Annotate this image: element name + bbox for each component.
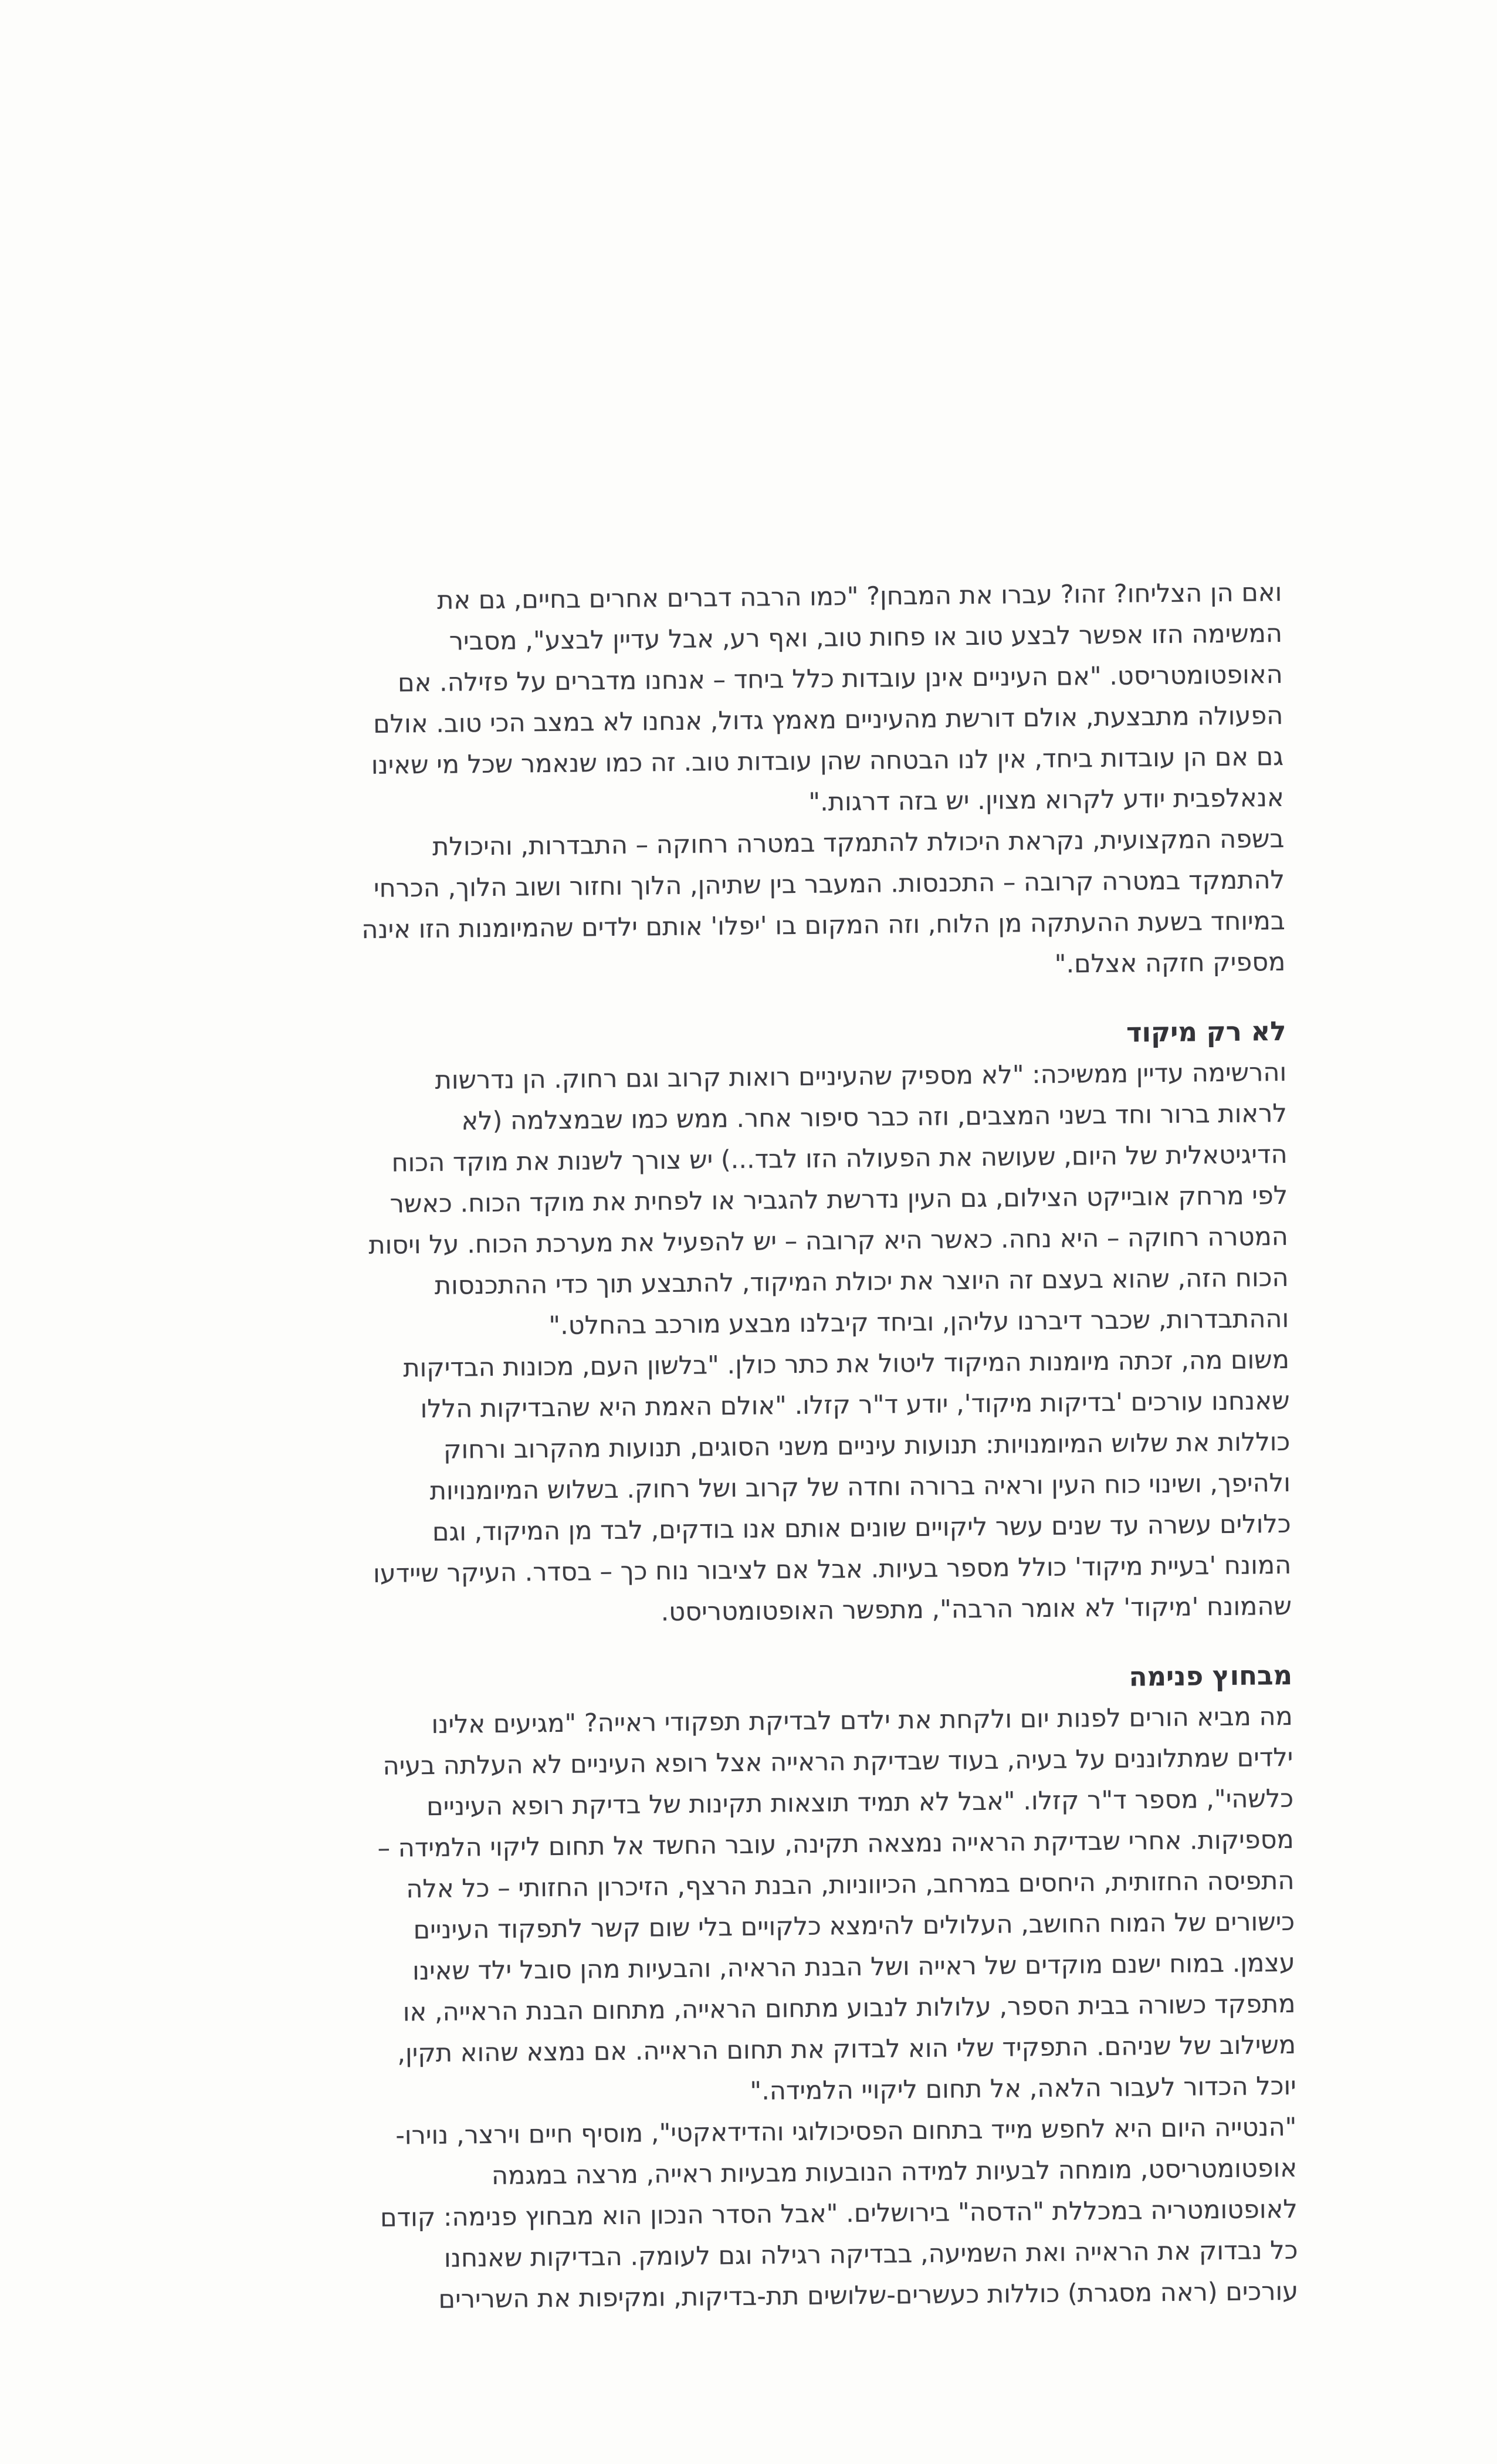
text-line: כישורים של המוח החושב, העלולים להימצא כלקויים בלי שום קשר לתפקוד העיניים xyxy=(413,1907,1295,1945)
paragraph-2 xyxy=(287,818,1286,992)
paragraph-3 xyxy=(289,1052,1289,1349)
text-line: כלולים עשרה עד שנים עשר ליקויים שונים אותם אנו בודקים, לבד מן המיקוד, וגם xyxy=(432,1509,1291,1547)
paragraph-6 xyxy=(299,2107,1298,2321)
text-line: עצמן. במוח ישנם מוקדים של ראייה ושל הבנת הראיה, והבעיות מהן סובל ילד שאינו xyxy=(412,1948,1295,1986)
text-line: משילוב של שניהם. התפקיד שלי הוא לבדוק את תחום הראייה. אם נמצא שהוא תקין, xyxy=(397,2030,1296,2069)
text-line: הפעולה מתבצעת, אולם דורשת מהעיניים מאמץ גדול, אנחנו לא במצב הכי טוב. אולם xyxy=(372,700,1283,739)
text-line: לאופטומטריה במכללת "הדסה" בירושלים. "אבל הסדר הנכון הוא מבחוץ פנימה: קודם xyxy=(380,2194,1298,2233)
text-line: גם אם הן עובדות ביחד, אין לנו הבטחה שהן עובדות טוב. זה כמו שנאמר שכל מי שאינו xyxy=(371,742,1284,780)
text-line: שהמונח 'מיקוד' לא אומר הרבה", מתפשר האופטומטריסט. xyxy=(661,1591,1292,1627)
text-line: שאנחנו עורכים 'בדיקות מיקוד', יודע ד"ר קזלו. "אולם האמת היא שהבדיקות הללו xyxy=(420,1386,1290,1424)
text-line: "הנטייה היום היא לחפש מייד בתחום הפסיכולוגי והדידאקטי", מוסיף חיים וירצר, נוירו- xyxy=(395,2112,1297,2151)
text-line: עורכים (ראה מסגרת) כוללות כעשרים-שלושים תת-בדיקות, ומקיפות את השרירים xyxy=(438,2276,1299,2314)
text-line: הדיגיטאלית של היום, שעושה את הפעולה הזו לבד...) יש צורך לשנות את מוקד הכוח xyxy=(391,1139,1288,1178)
text-line: האופטומטריסט. "אם העיניים אינן עובדות כלל ביחד – אנחנו מדברים על פזילה. אם xyxy=(397,659,1283,698)
text-line: במיוחד בשעת ההעתקה מן הלוח, וזה המקום בו 'יפלו' אותם ילדים שהמיומנות הזו אינה xyxy=(361,906,1285,945)
text-line: כל נבדוק את הראייה ואת השמיעה, בבדיקה רגילה וגם לעומק. הבדיקות שאנחנו xyxy=(443,2235,1298,2273)
section-heading-outside-in: מבחוץ פנימה xyxy=(1129,1659,1293,1693)
text-line: בשפה המקצועית, נקראת היכולת להתמקד במטרה רחוקה – התבדרות, והיכולת xyxy=(432,824,1285,862)
text-line: המונח 'בעיית מיקוד' כולל מספר בעיות. אבל אם לציבור נוח כך – בסדר. העיקר שיידעו xyxy=(372,1550,1292,1589)
paragraph-4 xyxy=(292,1339,1292,1636)
text-line: מספיק חזקה אצלם." xyxy=(1054,947,1286,979)
text-line: התפיסה החזותית, היחסים במרחב, הכיווניות, הבנת הרצף, הזיכרון החזותי – כל אלה xyxy=(406,1866,1295,1904)
text-line: כלשהי", מספר ד"ר קזלו. "אבל לא תמיד תוצאות תקינות של בדיקת רופא העיניים xyxy=(426,1783,1294,1822)
text-line: המשימה הזו אפשר לבצע טוב או פחות טוב, ואף רע, אבל עדיין לבצע", מסביר xyxy=(449,618,1283,656)
text-line: משום מה, זכתה מיומנות המיקוד ליטול את כתר כולן. "בלשון העם, מכונות הבדיקות xyxy=(403,1345,1290,1383)
text-line: ילדים שמתלוננים על בעיה, בעוד שבדיקת הראייה אצל רופא העיניים לא העלתה בעיה xyxy=(382,1742,1293,1781)
text-line: המטרה רחוקה – היא נחה. כאשר היא קרובה – יש להפעיל את מערכת הכוח. על ויסות xyxy=(368,1221,1289,1260)
section-heading-not-only-focus: לא רק מיקוד xyxy=(1126,1015,1286,1048)
text-line: להתמקד במטרה קרובה – התכנסות. המעבר בין שתיהן, הלוך וחזור ושוב הלוך, הכרחי xyxy=(373,865,1285,903)
text-line: ואם הן הצליחו? זהו? עברו את המבחן? "כמו הרבה דברים אחרים בחיים, גם את xyxy=(436,577,1282,615)
text-line: וההתבדרות, שכבר דיברנו עליהן, וביחד קיבלנו מבצע מורכב בהחלט." xyxy=(548,1304,1289,1341)
text-line: אופטומטריסט, מומחה לבעיות למידה הנובעות מבעיות ראייה, מרצה במגמה xyxy=(491,2153,1298,2191)
text-line: אנאלפבית יודע לקרוא מצוין. יש בזה דרגות." xyxy=(808,783,1284,817)
text-line: מה מביא הורים לפנות יום ולקחת את ילדם לבדיקת תפקודי ראייה? "מגיעים אלינו xyxy=(431,1701,1293,1740)
text-line: מספיקות. אחרי שבדיקת הראייה נמצאה תקינה, עובר החשד אל תחום ליקוי הלמידה – xyxy=(377,1825,1294,1863)
text-line: הכוח הזה, שהוא בעצם זה היוצר את יכולת המיקוד, להתבצע תוך כדי ההתכנסות xyxy=(434,1263,1289,1301)
text-line: כוללות את שלוש המיומנויות: תנועות עיניים משני הסוגים, תנועות מהקרוב ורחוק xyxy=(443,1427,1291,1465)
paragraph-5 xyxy=(295,1696,1296,2116)
text-line: והרשימה עדיין ממשיכה: "לא מספיק שהעיניים רואות קרוב וגם רחוק. הן נדרשות xyxy=(435,1057,1287,1095)
text-line: לראות ברור וחד בשני המצבים, וזה כבר סיפור אחר. ממש כמו שבמצלמה (לא xyxy=(461,1098,1288,1136)
text-line: יוכל הכדור לעבור הלאה, אל תחום ליקויי הלמידה." xyxy=(750,2071,1297,2106)
text-line: לפי מרחק אובייקט הצילום, גם העין נדרשת להגביר או לפחית את מוקד הכוח. כאשר xyxy=(390,1180,1288,1219)
text-line: מתפקד כשורה בבית הספר, עלולות לנבוע מתחום הראייה, מתחום הבנת הראייה, או xyxy=(402,1989,1296,2028)
paragraph-1 xyxy=(285,572,1284,828)
article-text-block xyxy=(285,572,1298,2321)
text-line: ולהיפך, ושינוי כוח העין וראיה ברורה וחדה של קרוב ושל רחוק. בשלוש המיומנויות xyxy=(429,1468,1291,1507)
